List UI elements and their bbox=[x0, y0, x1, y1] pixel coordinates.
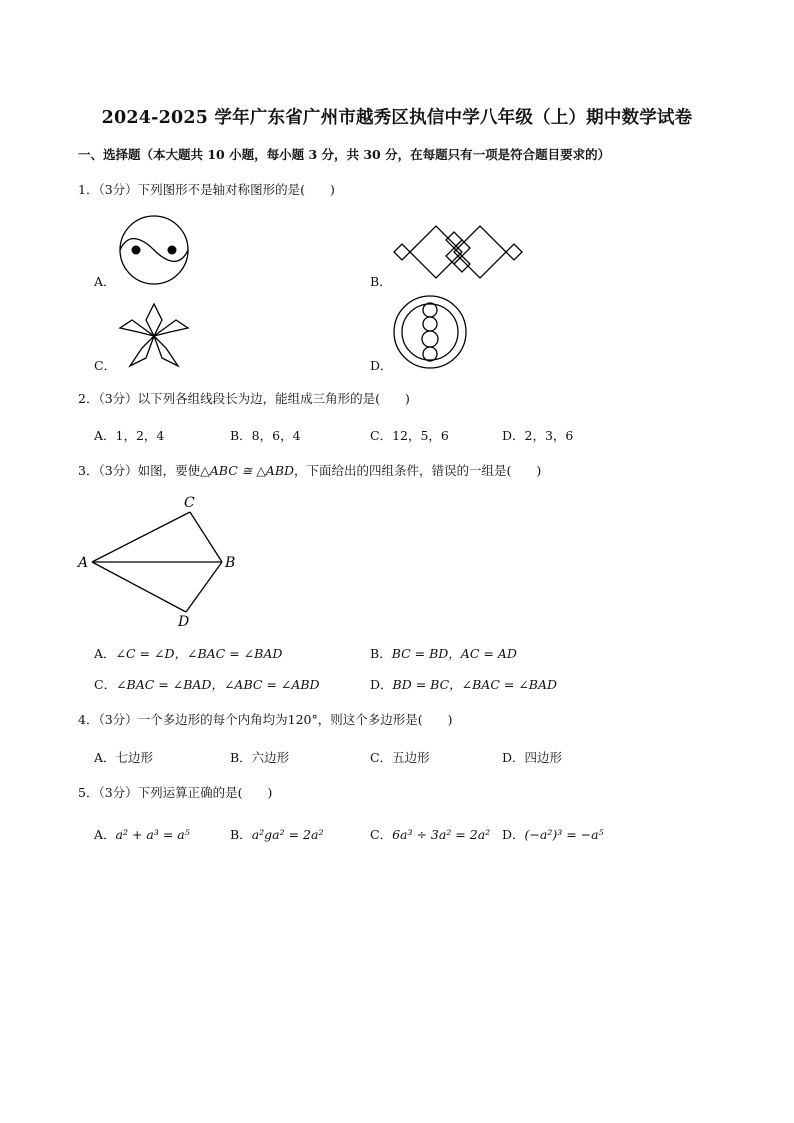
label-b: B bbox=[225, 555, 236, 571]
q2-option-d: D．2，3，6 bbox=[502, 428, 574, 443]
question-3-stem bbox=[78, 461, 541, 479]
q3-stem-math: △ABC ≅ △ABD bbox=[200, 463, 295, 478]
section-heading: 一、选择题（本大题共 10 小题，每小题 3 分，共 30 分，在每题只有一项是符合题目要求的） bbox=[78, 147, 611, 162]
segment-db bbox=[186, 562, 222, 612]
pentagonal-rhombus-figure bbox=[116, 302, 192, 368]
q5-option-d: D．(−a²)³ = −a⁵ bbox=[502, 827, 604, 842]
q2-option-b: B．8，6，4 bbox=[230, 428, 301, 443]
yin-yang-figure bbox=[118, 214, 190, 286]
segment-cb bbox=[190, 512, 222, 562]
nested-circles-figure bbox=[392, 294, 468, 370]
q3-stem-prefix: 3．（3分）如图，要使 bbox=[78, 463, 201, 478]
interlocking-diamonds-figure bbox=[390, 218, 526, 286]
question-4-stem: 4．（3分）一个多边形的每个内角均为120°，则这个多边形是( ) bbox=[78, 712, 453, 727]
q1-option-b: B． bbox=[370, 274, 392, 289]
q3-option-d: D．BD = BC，∠BAC = ∠BAD bbox=[370, 677, 558, 692]
q3-option-b: B．BC = BD，AC = AD bbox=[370, 646, 517, 661]
q5-option-b: B．a²ga² = 2a² bbox=[230, 827, 324, 842]
question-2-stem: 2．（3分）以下列各组线段长为边，能组成三角形的是( ) bbox=[78, 391, 410, 406]
q1-option-a: A． bbox=[94, 274, 116, 289]
q2-option-c: C．12，5，6 bbox=[370, 428, 449, 443]
page-title: 2024-2025 学年广东省广州市越秀区执信中学八年级（上）期中数学试卷 bbox=[101, 108, 693, 128]
q2-option-a: A．1，2，4 bbox=[94, 428, 165, 443]
q4-option-c: C．五边形 bbox=[370, 750, 430, 765]
q5-option-a: A．a² + a³ = a⁵ bbox=[94, 827, 190, 842]
question-5-stem: 5．（3分）下列运算正确的是( ) bbox=[78, 785, 273, 800]
q1-option-c: C． bbox=[94, 358, 117, 373]
segment-ac bbox=[92, 512, 190, 562]
q3-stem-suffix: ，下面给出的四组条件，错误的一组是( ) bbox=[294, 463, 542, 478]
label-c: C bbox=[184, 495, 195, 511]
q1-option-d: D． bbox=[370, 358, 393, 373]
q4-option-d: D．四边形 bbox=[502, 750, 563, 765]
label-d: D bbox=[178, 614, 190, 630]
label-a: A bbox=[78, 555, 89, 571]
q4-option-b: B．六边形 bbox=[230, 750, 290, 765]
segment-ad bbox=[92, 562, 186, 612]
question-1-stem: 1．（3分）下列图形不是轴对称图形的是( ) bbox=[78, 182, 335, 197]
triangle-abc-abd-figure bbox=[74, 494, 244, 630]
q3-option-c: C．∠BAC = ∠BAD，∠ABC = ∠ABD bbox=[94, 677, 320, 692]
q3-option-a: A．∠C = ∠D，∠BAC = ∠BAD bbox=[94, 646, 283, 661]
q5-option-c: C．6a³ ÷ 3a² = 2a² bbox=[370, 827, 491, 842]
q4-option-a: A．七边形 bbox=[94, 750, 154, 765]
